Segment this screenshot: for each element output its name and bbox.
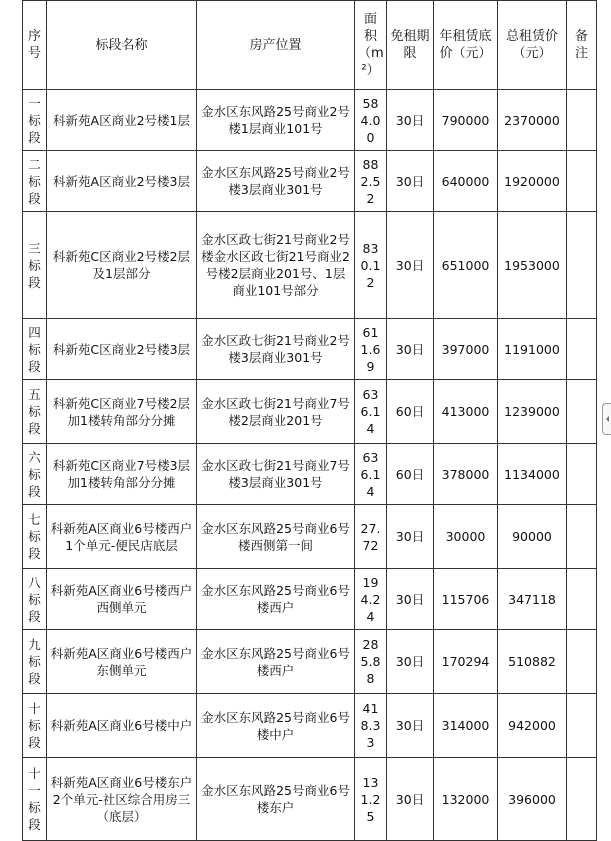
area-cell: 131.25 [355, 758, 387, 841]
name-cell: 科新苑C区商业2号楼3层 [47, 319, 197, 380]
table-row [23, 630, 597, 694]
name-cell: 科新苑A区商业6号楼西户西侧单元 [47, 569, 197, 630]
free-period-cell: 30日 [387, 212, 434, 319]
name-cell: 科新苑A区商业2号楼1层 [47, 90, 197, 151]
name-cell: 科新苑A区商业6号楼西户东侧单元 [47, 630, 197, 694]
remark-cell [567, 444, 597, 505]
table-row [23, 505, 597, 569]
location-cell: 金水区政七街21号商业2号楼3层商业301号 [197, 319, 355, 380]
total-rent-cell: 1239000 [498, 380, 567, 444]
free-period-cell: 60日 [387, 444, 434, 505]
seq-cell: 四标段 [23, 319, 47, 380]
table-row [23, 444, 597, 505]
seq-cell: 七标段 [23, 505, 47, 569]
name-cell: 科新苑C区商业7号楼2层加1楼转角部分分摊 [47, 380, 197, 444]
remark-cell [567, 694, 597, 758]
table-row [23, 694, 597, 758]
free-period-cell: 60日 [387, 380, 434, 444]
area-cell: 611.69 [355, 319, 387, 380]
free-period-cell: 30日 [387, 569, 434, 630]
remark-cell [567, 569, 597, 630]
area-cell: 636.14 [355, 444, 387, 505]
free-period-cell: 30日 [387, 694, 434, 758]
free-period-cell: 30日 [387, 630, 434, 694]
table-row [23, 380, 597, 444]
seq-cell: 二标段 [23, 151, 47, 212]
free-period-cell: 30日 [387, 758, 434, 841]
area-cell: 830.12 [355, 212, 387, 319]
seq-cell: 五标段 [23, 380, 47, 444]
total-rent-cell: 396000 [498, 758, 567, 841]
area-cell: 882.52 [355, 151, 387, 212]
header-total-rent: 总租赁价（元） [498, 1, 567, 90]
seq-cell: 三标段 [23, 212, 47, 319]
seq-cell: 一标段 [23, 90, 47, 151]
area-cell: 285.88 [355, 630, 387, 694]
annual-rent-cell: 413000 [434, 380, 498, 444]
table-row [23, 151, 597, 212]
annual-rent-cell: 314000 [434, 694, 498, 758]
annual-rent-cell: 30000 [434, 505, 498, 569]
location-cell: 金水区政七街21号商业7号楼3层商业301号 [197, 444, 355, 505]
remark-cell [567, 758, 597, 841]
seq-cell: 九标段 [23, 630, 47, 694]
annual-rent-cell: 132000 [434, 758, 498, 841]
area-cell: 418.33 [355, 694, 387, 758]
remark-cell [567, 505, 597, 569]
header-name: 标段名称 [47, 1, 197, 90]
name-cell: 科新苑C区商业7号楼3层加1楼转角部分分摊 [47, 444, 197, 505]
total-rent-cell: 347118 [498, 569, 567, 630]
annual-rent-cell: 115706 [434, 569, 498, 630]
total-rent-cell: 1920000 [498, 151, 567, 212]
annual-rent-cell: 790000 [434, 90, 498, 151]
free-period-cell: 30日 [387, 90, 434, 151]
annual-rent-cell: 170294 [434, 630, 498, 694]
location-cell: 金水区东风路25号商业6号楼中户 [197, 694, 355, 758]
remark-cell [567, 212, 597, 319]
header-row [23, 1, 597, 90]
total-rent-cell: 1134000 [498, 444, 567, 505]
seq-cell: 十标段 [23, 694, 47, 758]
free-period-cell: 30日 [387, 151, 434, 212]
table-row [23, 758, 597, 841]
area-cell: 194.24 [355, 569, 387, 630]
table-row [23, 212, 597, 319]
seq-cell: 十一标段 [23, 758, 47, 841]
location-cell: 金水区东风路25号商业6号楼东户 [197, 758, 355, 841]
area-cell: 27.72 [355, 505, 387, 569]
total-rent-cell: 1191000 [498, 319, 567, 380]
remark-cell [567, 319, 597, 380]
location-cell: 金水区东风路25号商业6号楼西户 [197, 630, 355, 694]
seq-cell: 六标段 [23, 444, 47, 505]
location-cell: 金水区东风路25号商业6号楼西侧第一间 [197, 505, 355, 569]
header-remark: 备注 [567, 1, 597, 90]
remark-cell [567, 630, 597, 694]
name-cell: 科新苑A区商业6号楼西户1个单元-便民店底层 [47, 505, 197, 569]
annual-rent-cell: 397000 [434, 319, 498, 380]
annual-rent-cell: 651000 [434, 212, 498, 319]
free-period-cell: 30日 [387, 505, 434, 569]
name-cell: 科新苑C区商业2号楼2层及1层部分 [47, 212, 197, 319]
area-cell: 584.00 [355, 90, 387, 151]
header-free-period: 免租期限 [387, 1, 434, 90]
remark-cell [567, 90, 597, 151]
total-rent-cell: 1953000 [498, 212, 567, 319]
header-seq: 序号 [23, 1, 47, 90]
remark-cell [567, 151, 597, 212]
annual-rent-cell: 640000 [434, 151, 498, 212]
free-period-cell: 30日 [387, 319, 434, 380]
location-cell: 金水区东风路25号商业2号楼3层商业301号 [197, 151, 355, 212]
name-cell: 科新苑A区商业6号楼中户 [47, 694, 197, 758]
header-location: 房产位置 [197, 1, 355, 90]
annual-rent-cell: 378000 [434, 444, 498, 505]
name-cell: 科新苑A区商业2号楼3层 [47, 151, 197, 212]
name-cell: 科新苑A区商业6号楼东户2个单元-社区综合用房三 （底层） [47, 758, 197, 841]
table-row [23, 319, 597, 380]
location-cell: 金水区东风路25号商业2号楼1层商业101号 [197, 90, 355, 151]
total-rent-cell: 2370000 [498, 90, 567, 151]
location-cell: 金水区政七街21号商业7号楼2层商业201号 [197, 380, 355, 444]
table-row [23, 90, 597, 151]
header-annual-rent: 年租赁底价（元） [434, 1, 498, 90]
location-cell: 金水区政七街21号商业2号楼金水区政七街21号商业2号楼2层商业201号、1层商业101号部分 [197, 212, 355, 319]
total-rent-cell: 942000 [498, 694, 567, 758]
rental-lots-table [22, 0, 597, 841]
header-area: 面积（m²） [355, 1, 387, 90]
location-cell: 金水区东风路25号商业6号楼西户 [197, 569, 355, 630]
side-collapse-tab[interactable] [602, 403, 611, 435]
area-cell: 636.14 [355, 380, 387, 444]
remark-cell [567, 380, 597, 444]
seq-cell: 八标段 [23, 569, 47, 630]
total-rent-cell: 90000 [498, 505, 567, 569]
total-rent-cell: 510882 [498, 630, 567, 694]
table-row [23, 569, 597, 630]
